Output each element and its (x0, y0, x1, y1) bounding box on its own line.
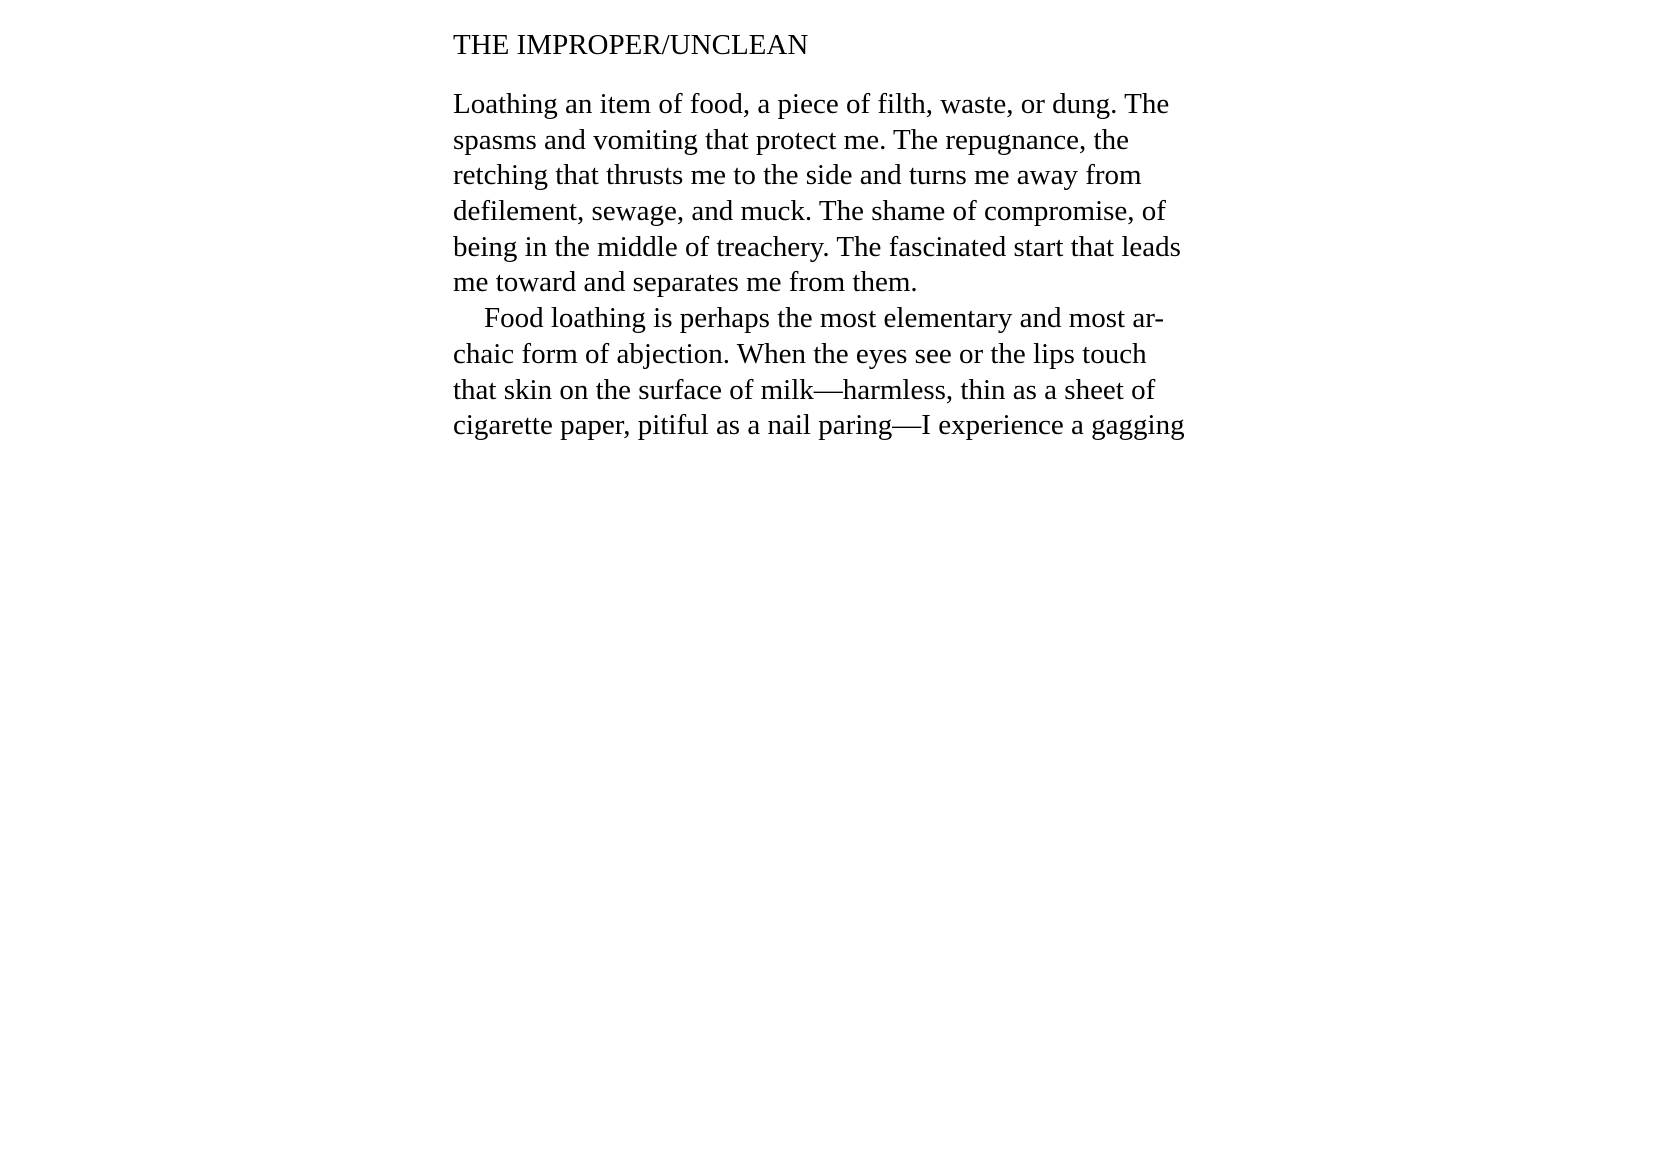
body-text (453, 87, 1185, 444)
text-line: being in the middle of treachery. The fascinated start that leads (453, 230, 1181, 263)
text-line: chaic form of abjection. When the eyes see or the lips touch (453, 337, 1147, 370)
text-line: cigarette paper, pitiful as a nail paring—I experience a gagging (453, 409, 1185, 442)
text-line: me toward and separates me from them. (453, 266, 918, 299)
text-line: defilement, sewage, and muck. The shame of compromise, of (453, 195, 1166, 228)
text-line: Loathing an item of food, a piece of filth, waste, or dung. The (453, 88, 1170, 120)
text-line: retching that thrusts me to the side and turns me away from (453, 159, 1142, 192)
text-line: that skin on the surface of milk—harmless, thin as a sheet of (453, 373, 1156, 406)
text-line: Food loathing is perhaps the most elementary and most ar- (484, 302, 1164, 335)
section-title: THE IMPROPER/UNCLEAN (453, 29, 809, 61)
text-line: spasms and vomiting that protect me. The repugnance, the (453, 123, 1129, 156)
